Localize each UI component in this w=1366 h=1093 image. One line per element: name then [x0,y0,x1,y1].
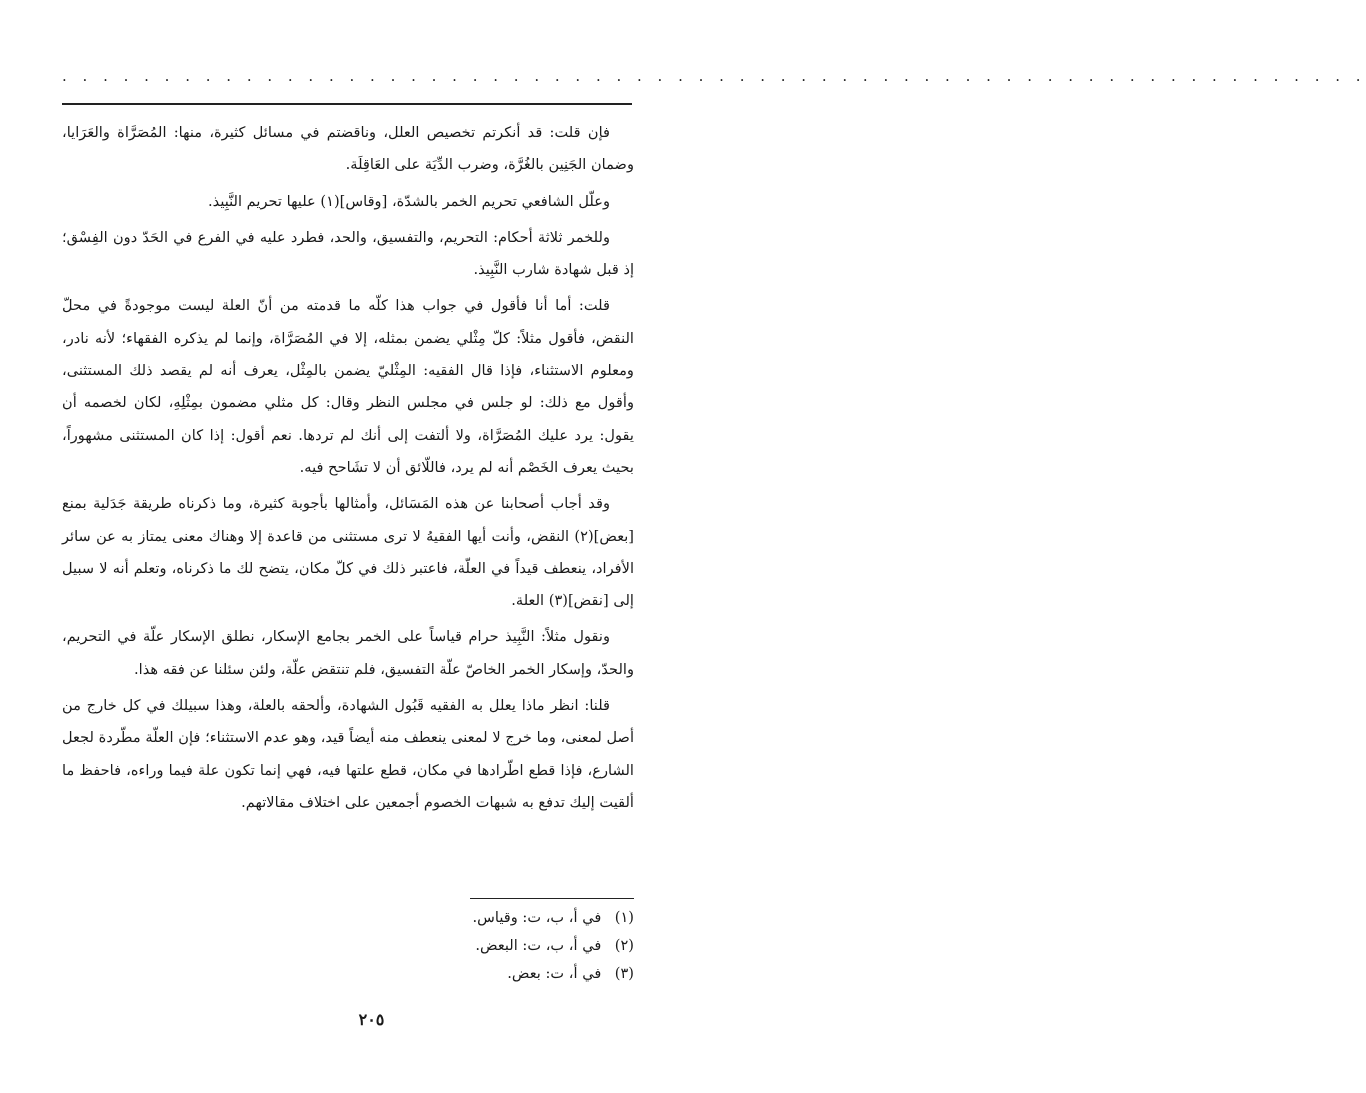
footnote-number: (٢) [614,937,634,954]
header-rule [62,103,632,105]
main-text [62,117,634,823]
paragraph-khamr-rulings: وللخمر ثلاثة أحكام: التحريم، والتفسيق، والحد، فطرد عليه في الفرع في الحَدّ دون الفِسْق؛ إذ قبل شهادة شارب النَّبِيذ. [62,228,634,279]
footnote-item [362,904,634,932]
footnote-number: (١) [614,909,634,926]
footnote-text: في أ، ب، ت: البعض. [475,937,602,954]
paragraph-reply: قلت: أما أنا فأقول في جواب هذا كلّه ما قدمته من أنّ العلة ليست موجودةً في محلّ النقض، فأقول مثلاً: كلّ مِثْلي يضمن بمثله، إلا في المُصَرَّاة، وإنما لم يذكره الفقهاء؛ لأنه نادر، ومعلوم الاستثناء، فإذا قال الفقيه: المِثْليّ يضمن بالمِثْل، يعرف أنه لم يقصد ذلك المستثنى، وأقول مع ذلك: لو جلس في مجلس النظر وقال: كل مثلي مضمون بمِثْلِهِ، لكان لخصمه أن يقول: يرد عليك المُصَرَّاة، ولا ألتفت إلى أنك لم تردها. نعم أقول: إذا كان المستثنى مشهوراً، بحيث يعرف الخَصْم أنه لم يرد، فاللّائق أن لا تشَاحح فيه. [62,297,634,476]
paragraph-companions-answer: وقد أجاب أصحابنا عن هذه المَسَائل، وأمثالها بأجوبة كثيرة، وما ذكرناه طريقة جَدَلية بمنع [بعض](٢) النقض، وأنت أيها الفقيهُ لا ترى مستثنى من قاعدة إلا وهناك معنى يمتاز به عن سائر الأفراد، ينعطف قيداً في العلّة، فاعتبر ذلك في كلّ مكان، يتضح لك ما ذكرناه، وتعلم أنه لا سبيل إلى [نقض](٣) العلة. [62,495,634,610]
footnotes [362,904,634,988]
footnote-item [362,932,634,960]
footnote-text: في أ، ت: بعض. [507,965,602,982]
footnote-item [362,960,634,988]
paragraph-shafii: وعلّل الشافعي تحريم الخمر بالشدّة، [وقاس](١) عليها تحريم النَّبِيذ. [208,192,610,210]
paragraph-nabidh-example: ونقول مثلاً: النَّبِيذ حرام قياساً على الخمر بجامع الإسكار، نطلق الإسكار علّة في التحريم، والحدّ، وإسكار الخمر الخاصّ علّة التفسيق، فلم تنتقض علّة، ولئن سئلنا عن فقه هذا. [62,628,634,678]
paragraph-conclusion: قلنا: انظر ماذا يعلل به الفقيه قَبُول الشهادة، وألحقه بالعلة، وهذا سبيلك في كل خارج من أصل لمعنى، وما خرج لا لمعنى ينعطف منه أيضاً قيد، وهو عدم الاستثناء؛ فإن العلّة مطّردة لجعل الشارع، فإذا قطع اطّرادها في مكان، قطع علتها فيه، فهي إنما تكون علة فيما وراءه، فاحفظ ما ألقيت إليك تدفع به شبهات الخصوم أجمعين على اختلاف مقالاتهم. [62,697,634,811]
footnote-number: (٣) [614,965,634,982]
footnote-text: في أ، ب، ت: وقياس. [472,909,602,926]
page-number: ٢٠٥ [358,1010,385,1029]
paragraph-objection: فإن قلت: قد أنكرتم تخصيص العلل، وناقضتم في مسائل كثيرة، منها: المُصَرَّاة والعَرَايا، وضمان الجَنِين بالغُرَّة، وضرب الدِّيَة على العَاقِلَة. [62,124,634,174]
header-dotted-line: . . . . . . . . . . . . . . . . . . . . . . . . . . . . . . . . . . . . . . . . . . . . . . . . . . . . . . . . . . . . . . . . [62,67,1366,85]
footnote-rule [470,898,634,899]
